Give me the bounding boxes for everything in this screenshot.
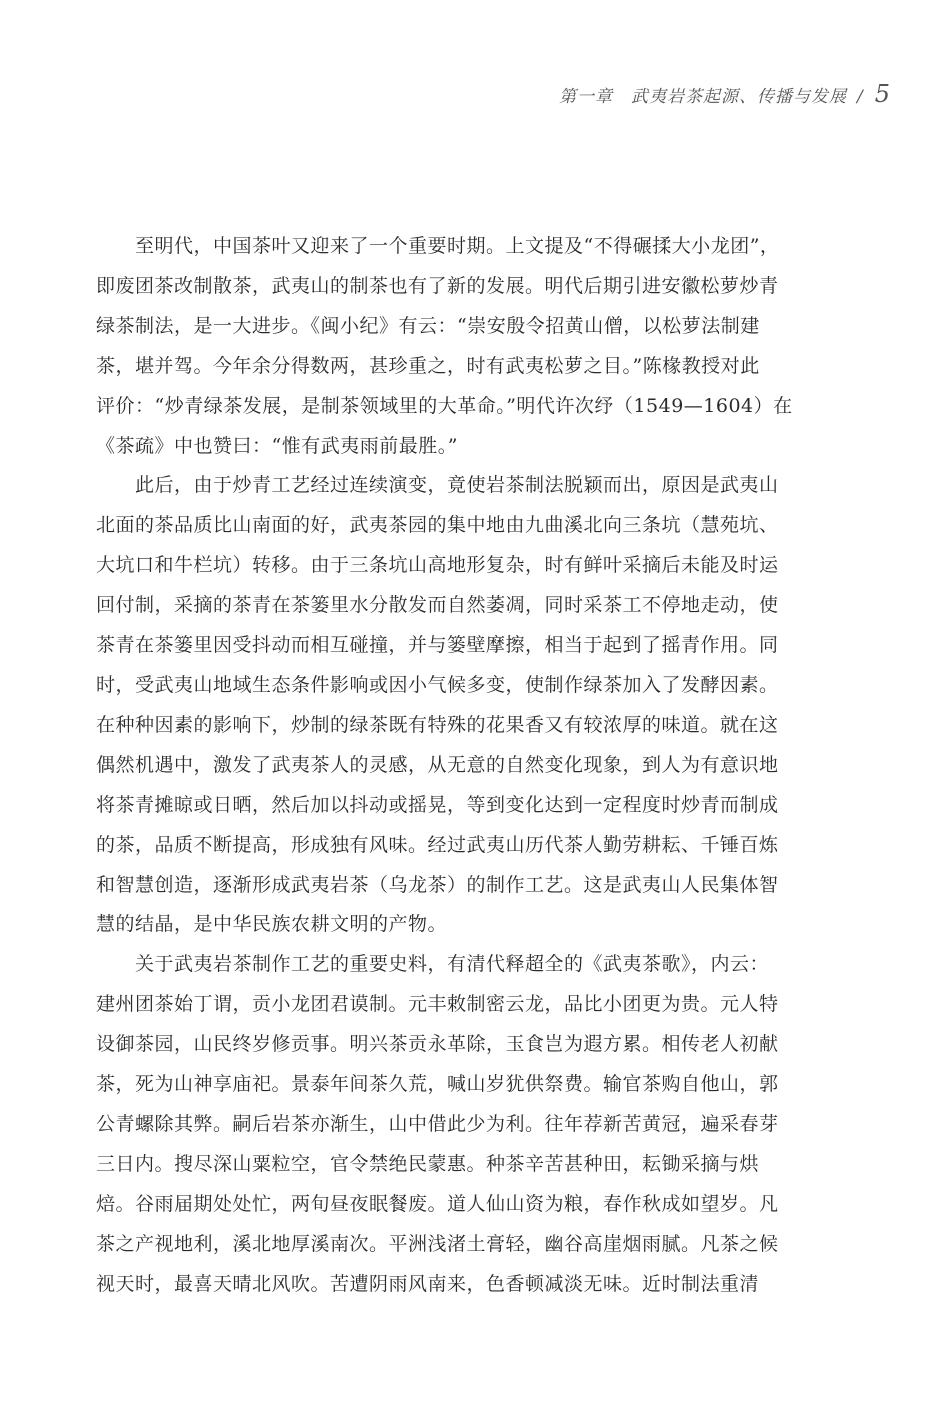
page-number: 5	[874, 80, 890, 108]
body-text	[96, 227, 842, 1304]
paragraph-yancha-origin: 此后，由于炒青工艺经过连续演变，竟使岩茶制法脱颖而出，原因是武夷山 北面的茶品质比山南面的好，武夷茶园的集中地由九曲溪北向三条坑（慧苑坑、 大坑口和牛栏坑）转移。由于三条坑山高地形复杂，时有鲜叶采摘后未能及时运 回付制，采摘的茶青在茶篓里水分散发而自然萎凋，同时采茶工不停地走动，使 茶青在茶篓里因受抖动而相互碰撞，并与篓壁摩擦，相当于起到了摇青作用。同 时，受武夷山地域生态条件影响或因小气候多变，使制作绿茶加入了发酵因素。 在种种因素的影响下，炒制的绿茶既有特殊的花果香又有较浓厚的味道。就在这 偶然机遇中，激发了武夷茶人的灵感，从无意的自然变化现象，到人为有意识地 将茶青摊晾或日晒，然后加以抖动或摇晃，等到变化达到一定程度时炒青而制成 的茶，品质不断提高，形成独有风味。经过武夷山历代茶人勤劳耕耘、千锤百炼 和智慧创造，逐渐形成武夷岩茶（乌龙茶）的制作工艺。这是武夷山人民集体智 慧的结晶，是中华民族农耕文明的产物。	[96, 474, 779, 936]
header-separator: /	[856, 87, 863, 107]
paragraph-ming-dynasty: 至明代，中国茶叶又迎来了一个重要时期。上文提及“不得碾揉大小龙团”， 即废团茶改制散茶，武夷山的制茶也有了新的发展。明代后期引进安徽松萝炒青 绿茶制法，是一大进步。《闽小纪》有云：“崇安殷令招黄山僧，以松萝法制建 茶，堪并驾。今年余分得数两，甚珍重之，时有武夷松萝之目。”陈椽教授对此 评价：“炒青绿茶发展，是制茶领域里的大革命。”明代许次纾（1549—1604）在 《茶疏》中也赞曰：“惟有武夷雨前最胜。”	[96, 235, 793, 457]
running-header	[420, 80, 890, 112]
paragraph-wuyi-tea-song: 关于武夷岩茶制作工艺的重要史料，有清代释超全的《武夷茶歌》，内云： 建州团茶始丁谓，贡小龙团君谟制。元丰敕制密云龙，品比小团更为贵。元人特 设御茶园，山民终岁修贡事。明兴茶贡永革除，玉食岂为遐方累。相传老人初献 茶，死为山神享庙祀。景泰年间茶久荒，喊山岁犹供祭费。输官茶购自他山，郭 公青螺除其弊。嗣后岩茶亦渐生，山中借此少为利。往年荐新苦黄冠，遍采春芽 三日内。搜尽深山粟粒空，官令禁绝民蒙惠。种茶辛苦甚种田，耘锄采摘与烘 焙。谷雨届期处处忙，两旬昼夜眠餐废。道人仙山资为粮，春作秋成如望岁。凡 茶之产视地利，溪北地厚溪南次。平洲浅渚土膏轻，幽谷高崖烟雨腻。凡茶之候 视天时，最喜天晴北风吹。苦遭阴雨风南来，色香顿减淡无味。近时制法重清	[96, 953, 779, 1295]
chapter-title: 第一章 武夷岩茶起源、传播与发展	[558, 87, 847, 107]
